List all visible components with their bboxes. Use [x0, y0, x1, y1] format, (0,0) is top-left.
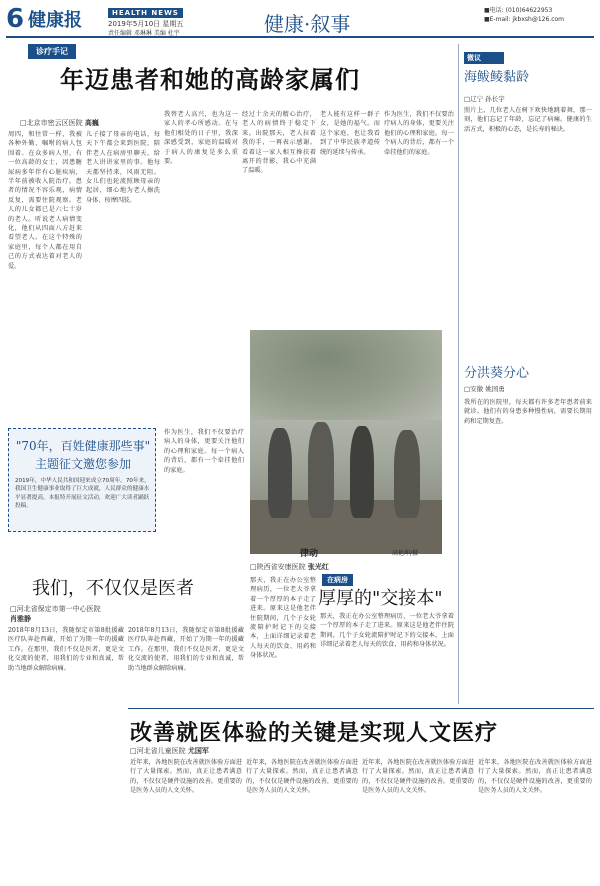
- story2-tag: 在病房: [322, 574, 353, 586]
- photo-credit: 高艳坤/摄: [392, 550, 419, 557]
- photo-dancer: [394, 430, 420, 518]
- story4-body-col2: 近年来，各地医院在改善就医体验方面进行了大量探索。然而，真正让患者满意的，不仅仅是硬件设施的改善，更重要的是医务人员的人文关怀。: [246, 759, 358, 795]
- right-byline-2: □安徽 姚国勇: [464, 385, 505, 393]
- column-tag: 诊疗手记: [28, 44, 76, 59]
- main-column-6: 作为医生，我们不仅要治疗病人的身体，更要关注他们的心理和家庭。每一个病人的背后，都有一个牵挂他们的家庭。: [384, 111, 454, 156]
- right-byline-1: □辽宁 孙长宇: [464, 95, 505, 103]
- main-headline: 年迈患者和她的高龄家属们: [60, 65, 360, 94]
- story3-byline-author: 肖雅静: [10, 615, 31, 623]
- story4-body-col4: 近年来，各地医院在改善就医体验方面进行了大量探索。然而，真正让患者满意的，不仅仅是硬件设施的改善，更重要的是医务人员的人文关怀。: [478, 759, 592, 795]
- main-column-4: 经过十余天的精心治疗，老人的病情终于稳定下来。出院那天，老人拉着我的手，一再表示感谢。看着这一家人相互搀扶着离开的背影，我心中充满了温暖。: [242, 111, 316, 175]
- contest-title-line2: 主题征文邀您参加: [34, 457, 131, 471]
- story3-headline: 我们，不仅仅是医者: [32, 578, 194, 599]
- section-title: 健康·叙事: [264, 12, 351, 36]
- story3-body-col2: 2018年8月13日，我随保定市第8批援藏医疗队奔赴西藏，开始了为期一年的援藏工作。在那里，我们不仅是医者，更是文化交流的使者，用我们的专业和真诚，帮助当地群众解除病痛。: [128, 627, 244, 672]
- photo-caption: 律动: [300, 549, 319, 559]
- dance-photo: [250, 330, 442, 554]
- story4-byline-author: 尤国军: [187, 747, 209, 755]
- story4-byline-unit: □河北省儿童医院: [130, 747, 186, 755]
- contest-title-line1: "70年，百姓健康那些事": [15, 439, 151, 453]
- essay-contest-box: [8, 428, 156, 532]
- section-rule: [128, 708, 594, 709]
- photo-dancer: [268, 428, 292, 518]
- main-byline-author: 高巍: [84, 119, 99, 127]
- story2-headline: 厚厚的"交接本": [318, 588, 443, 609]
- column-divider: [458, 44, 459, 704]
- right-title-1: 海鲅鲮黏龄: [464, 70, 530, 85]
- contact-info: [484, 6, 594, 24]
- contest-body: 2019年，中华人民共和国迎来成立70周年。70年来，我国卫生健康事业取得了巨大成就，人民群众的健康水平显著提高。本报特开展征文活动，欢迎广大读者踊跃投稿。: [15, 478, 150, 510]
- editors-line: 责任编辑 邓琳琳 美编 杜宇: [108, 30, 180, 37]
- story2-byline-author: 张光红: [307, 563, 329, 571]
- photo-dancer: [350, 426, 374, 518]
- main-column-5: 老人能有这样一群子女，是她的福气。而这个家庭，也让我看到了中华民族孝道传统的延续与传承。: [320, 111, 380, 156]
- story4-byline: [130, 746, 209, 756]
- story2-byline: [250, 562, 329, 572]
- story4-body-col3: 近年来，各地医院在改善就医体验方面进行了大量探索。然而，真正让患者满意的，不仅仅是硬件设施的改善，更重要的是医务人员的人文关怀。: [362, 759, 474, 795]
- story4-body-col1: 近年来，各地医院在改善就医体验方面进行了大量探索。然而，真正让患者满意的，不仅仅是硬件设施的改善，更重要的是医务人员的人文关怀。: [130, 759, 242, 795]
- right-tag-1: 微议: [464, 52, 504, 64]
- page-header: [6, 4, 594, 38]
- main-column-1: 周四，和往常一样，我被各种外勤、嘱咐的病人包围着。在众多病人里，有一位高龄的女士，因患糖尿病多年伴有心脏疾病，半年前被收入院治疗。患者的情况不容乐观，病情反复，需要住院观察。老人的儿女都已是六七十岁的老人。听说老人病情变化，他们从四面八方赶来看望老人。在这个特殊的家庭里，每个人都在用自己的方式表达着对老人的爱。: [8, 131, 82, 270]
- story3-body-col1: 2018年8月13日，我随保定市第8批援藏医疗队奔赴西藏，开始了为期一年的援藏工作。在那里，我们不仅是医者，更是文化交流的使者，用我们的专业和真诚，帮助当地群众解除病痛。: [8, 627, 124, 672]
- right-title-2: 分洪葵分心: [464, 366, 530, 381]
- main-byline: [20, 118, 99, 128]
- photo-trees: [250, 330, 442, 420]
- right-body-2: 我所在的医院里，每天都有许多老年患者前来就诊。他们有的身患多种慢性病，需要长期用药和定期复查。: [464, 399, 592, 425]
- issue-date: 2019年5月10日 星期五: [108, 20, 184, 28]
- photo-dancer: [308, 422, 334, 518]
- main-column-7: 作为医生，我们不仅要治疗病人的身体，更要关注他们的心理和家庭。每一个病人的背后，都有一个牵挂他们的家庭。: [164, 429, 244, 474]
- main-column-3: 我替老人高兴，也为这一家人的孝心所感动。在与他们相处的日子里，我深深感受到，家庭的温暖对于病人的康复是多么重要。: [164, 111, 238, 166]
- story2-body-col2: 那天，我正在办公室整理病历，一位老大爷拿着一个厚厚的本子走了进来。原来这是他老伴住院期间，几个子女轮流陪护时记下的交接本，上面详细记录着老人每天的饮食、用药和身体状况。: [320, 613, 454, 649]
- brand-tag: HEALTH NEWS: [108, 8, 183, 18]
- story2-body-col1: 那天，我正在办公室整理病历，一位老大爷拿着一个厚厚的本子走了进来。原来这是他老伴住院期间，几个子女轮流陪护时记下的交接本，上面详细记录着老人每天的饮食、用药和身体状况。: [250, 577, 316, 660]
- contact-email: ■E-mail: jkbxsh@126.com: [484, 16, 565, 23]
- story4-headline: 改善就医体验的关键是实现人文医疗: [130, 720, 499, 746]
- story3-byline: [10, 604, 101, 614]
- story2-byline-unit: □陕西省安康医院: [250, 563, 306, 571]
- right-body-1: 照片上，几位老人在树下欢快地跳着舞，那一刻，他们忘记了年龄，忘记了病痛。健康的生活方式，积极的心态，是长寿的秘诀。: [464, 107, 592, 133]
- brand-logo: 健康报: [28, 10, 82, 31]
- main-byline-unit: □北京市密云区医院: [20, 119, 83, 127]
- contact-phone: ■电话: (010)64622953: [484, 7, 553, 14]
- main-column-2: 儿子接了母亲的电话，每天下午都会来到医院，陪伴老人在病房里聊天，给老人讲讲家里的事。他每天都坚持来，风雨无阻。女儿们也轮流照顾母亲的起居，细心地为老人擦洗身体、按摩四肢。: [86, 131, 160, 204]
- page-number: 6: [6, 4, 25, 34]
- story3-author: [10, 614, 31, 624]
- story3-byline-unit: □河北省保定市第一中心医院: [10, 605, 101, 613]
